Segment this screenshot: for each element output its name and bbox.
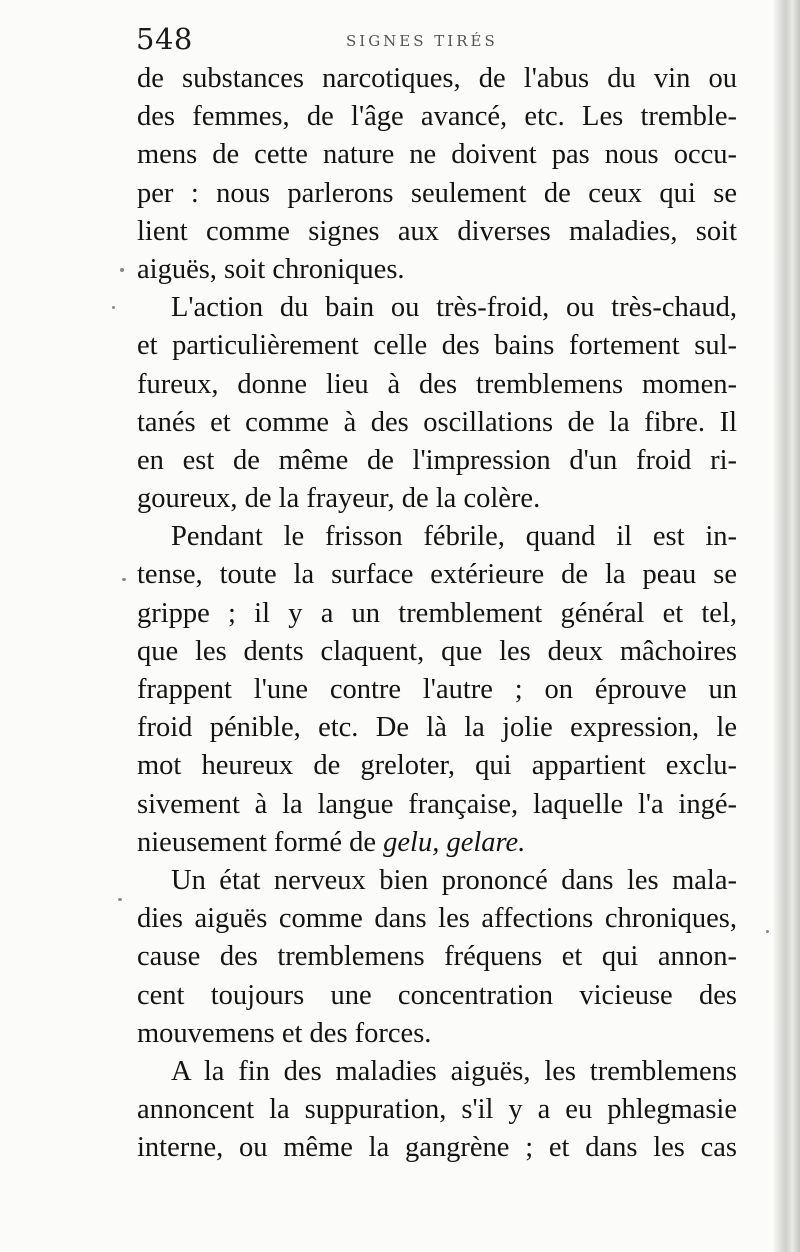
- scan-speck: [118, 898, 122, 901]
- text-line: [137, 366, 737, 404]
- text-line: [137, 1091, 737, 1129]
- page-edge-shadow: [774, 0, 800, 1252]
- italic-phrase: gelu, gelare.: [383, 826, 526, 858]
- text-line-content: A la fin des maladies aiguës, les tremblemens: [171, 1055, 737, 1087]
- text-line-content: per : nous parlerons seulement de ceux qui se: [137, 177, 737, 209]
- text-line: [137, 136, 737, 174]
- text-line-content: froid pénible, etc. De là la jolie expression, le: [137, 712, 737, 744]
- text-line: [137, 1053, 737, 1091]
- text-line-content: de substances narcotiques, de l'abus du vin ou: [137, 63, 737, 94]
- text-line: [137, 480, 737, 518]
- text-line: [137, 862, 737, 900]
- text-line-content: cause des tremblemens fréquens et qui annon-: [137, 941, 737, 973]
- text-line-content: dies aiguës comme dans les affections chroniques,: [137, 903, 737, 935]
- text-line-content: des femmes, de l'âge avancé, etc. Les tremble-: [137, 101, 737, 133]
- text-line-content: mouvemens et des forces.: [137, 1017, 432, 1049]
- text-line: [137, 518, 737, 556]
- text-line: [137, 442, 737, 480]
- page-number: 548: [136, 22, 193, 56]
- text-line-content: goureux, de la frayeur, de la colère.: [137, 483, 541, 515]
- scan-speck: [112, 306, 115, 309]
- text-line-content: mot heureux de greloter, qui appartient exclu-: [137, 750, 737, 782]
- text-line: [137, 671, 737, 709]
- text-line: [137, 289, 737, 327]
- text-line-content: interne, ou même la gangrène ; et dans les cas: [137, 1132, 737, 1164]
- text-line-content: tense, toute la surface extérieure de la peau se: [137, 559, 737, 591]
- text-line-content: sivement à la langue française, laquelle l'a ingé-: [137, 788, 737, 820]
- text-line-content: lient comme signes aux diverses maladies, soit: [137, 215, 737, 247]
- text-line: [137, 251, 737, 289]
- text-line: [137, 327, 737, 365]
- text-line: [137, 709, 737, 747]
- text-line: [137, 98, 737, 136]
- scan-speck: [766, 930, 769, 933]
- text-line: [137, 213, 737, 251]
- text-line-content: L'action du bain ou très-froid, ou très-chaud,: [171, 292, 737, 324]
- text-line: [137, 595, 737, 633]
- text-line: [137, 60, 737, 98]
- text-line: [137, 633, 737, 671]
- text-line: [137, 404, 737, 442]
- text-line: [137, 1015, 737, 1053]
- text-line-content: grippe ; il y a un tremblement général et tel,: [137, 597, 737, 629]
- text-line-content: fureux, donne lieu à des tremblemens momen-: [137, 368, 737, 400]
- text-line-content: en est de même de l'impression d'un froid ri-: [137, 444, 737, 476]
- text-line-content: mens de cette nature ne doivent pas nous occu-: [137, 139, 737, 171]
- text-line-content: cent toujours une concentration vicieuse des: [137, 979, 737, 1011]
- text-line: [137, 175, 737, 213]
- text-line: [137, 556, 737, 594]
- text-line-content: Un état nerveux bien prononcé dans les mala-: [171, 864, 737, 896]
- text-line: [137, 786, 737, 824]
- text-line: [137, 977, 737, 1015]
- text-line-content: annoncent la suppuration, s'il y a eu phlegmasie: [137, 1094, 737, 1126]
- text-line-content: tanés et comme à des oscillations de la fibre. Il: [137, 406, 737, 438]
- body-text: [137, 60, 737, 1167]
- text-line-content: nieusement formé de: [137, 826, 384, 858]
- text-line-content: et particulièrement celle des bains fortement sul-: [137, 330, 737, 362]
- scan-speck: [122, 578, 126, 581]
- text-line: [137, 938, 737, 976]
- text-line: [137, 747, 737, 785]
- text-line: [137, 900, 737, 938]
- scan-speck: [120, 268, 124, 272]
- text-line-content: Pendant le frisson fébrile, quand il est in-: [171, 521, 737, 553]
- text-line-content: que les dents claquent, que les deux mâchoires: [137, 635, 737, 667]
- text-line-content: frappent l'une contre l'autre ; on éprouve un: [137, 674, 737, 705]
- text-line-content: aiguës, soit chroniques.: [137, 253, 405, 285]
- running-title: SIGNES TIRÉS: [346, 32, 498, 50]
- text-line: [137, 1129, 737, 1167]
- text-line: [137, 824, 737, 862]
